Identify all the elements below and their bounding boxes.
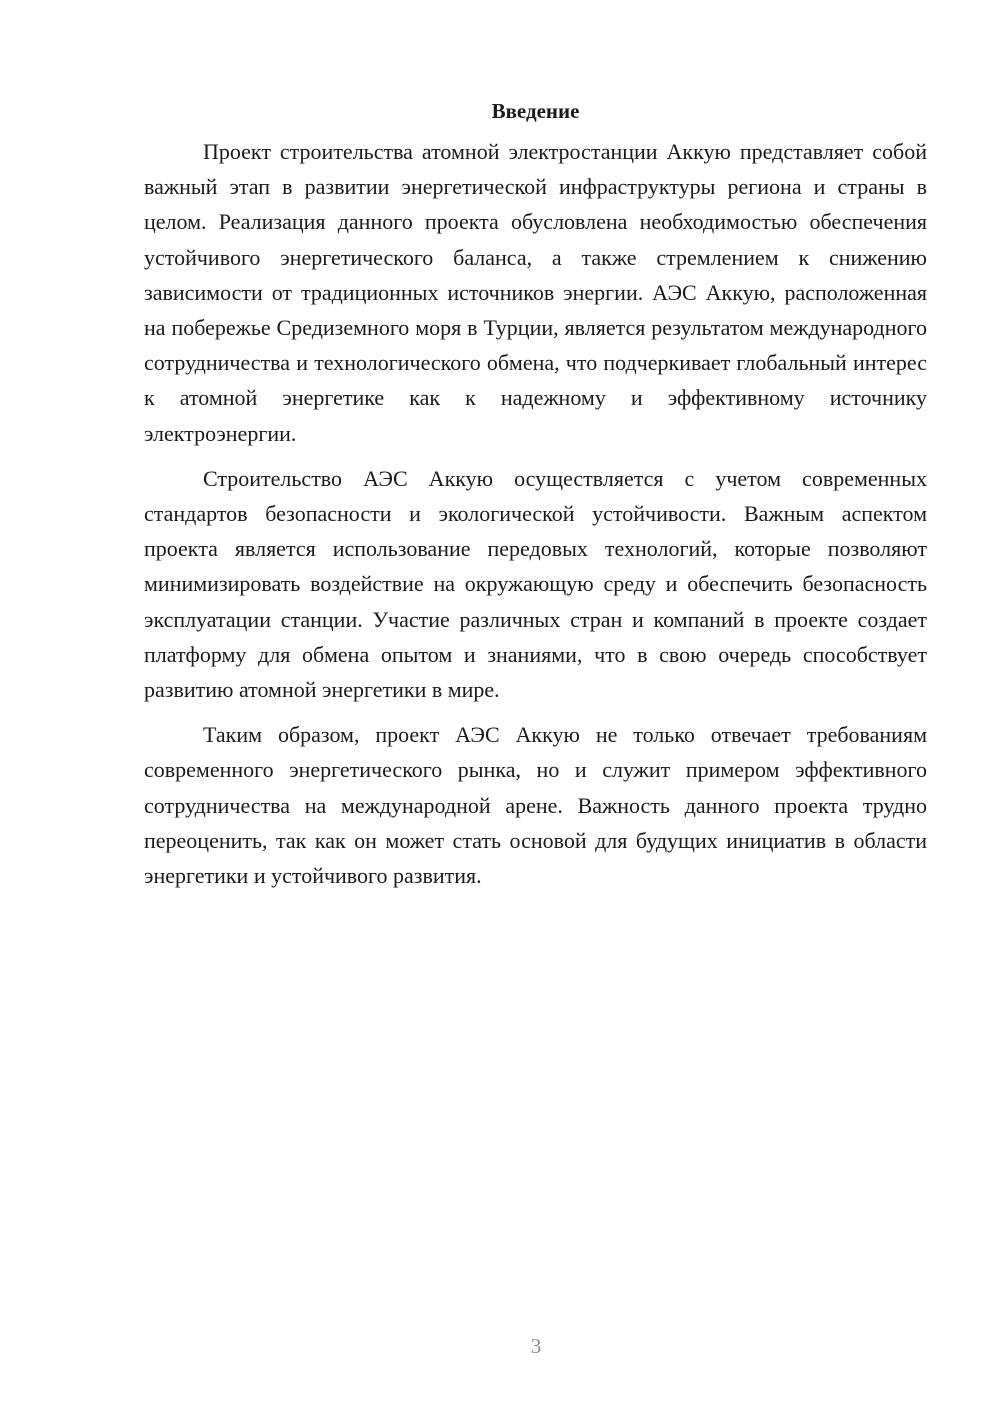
paragraph-2: Строительство АЭС Аккую осуществляется с учетом современных стандартов безопасности и экологической устойчивости. Важным аспектом проекта является использование передовых технологий, которые позволяют минимизировать воздействие на окружающую среду и обеспечить безопасность эксплуатации станции. Участие различных стран и компаний в проекте создает платформу для обмена опытом и знаниями, что в свою очередь способствует развитию атомной энергетики в мире. [144, 465, 927, 703]
section-heading: Введение [491, 99, 580, 123]
page-content [144, 94, 927, 903]
page-number: 3 [530, 1334, 542, 1358]
paragraph-3: Таким образом, проект АЭС Аккую не только отвечает требованиям современного энергетического рынка, но и служит примером эффективного сотрудничества на международной арене. Важность данного проекта трудно переоценить, так как он может стать основой для будущих инициатив в области энергетики и устойчивого развития. [144, 722, 927, 889]
paragraph-1: Проект строительства атомной электростанции Аккую представляет собой важный этап в развитии энергетической инфраструктуры региона и страны в целом. Реализация данного проекта обусловлена необходимостью обеспечения устойчивого энергетического баланса, а также стремлением к снижению зависимости от традиционных источников энергии. АЭС Аккую, расположенная на побережье Средиземного моря в Турции, является результатом международного сотрудничества и технологического обмена, что подчеркивает глобальный интерес к атомной энергетике как к надежному и эффективному источнику электроэнергии. [144, 139, 927, 446]
